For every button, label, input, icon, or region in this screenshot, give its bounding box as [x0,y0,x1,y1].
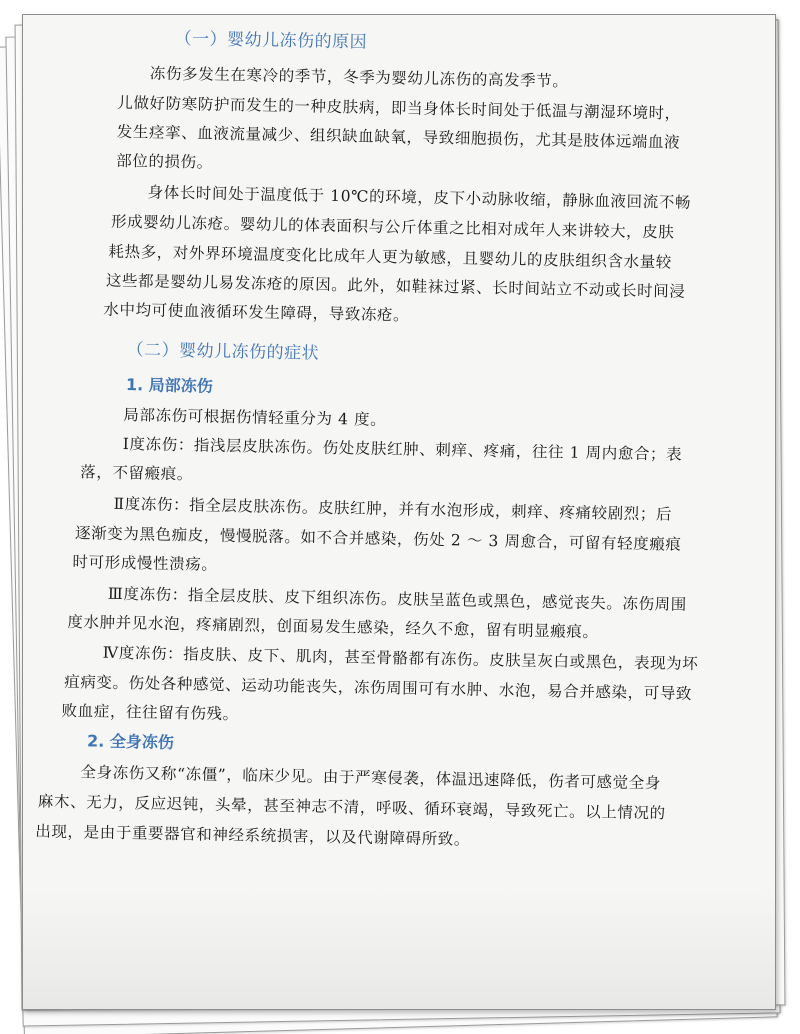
page-bottom-shading [23,889,775,1009]
text-line: Ⅱ度冻伤：指全层皮肤冻伤。皮肤红肿，并有水泡形成，刺痒、疼痛较剧烈；后 [113,494,673,524]
text-line: 败血症，往往留有伤残。 [61,701,239,724]
text-line: Ⅰ度冻伤：指浅层皮肤冻伤。伤处皮肤红肿、刺痒、疼痛，往往 1 周内愈合；表 [122,434,683,464]
text-line: 出现，是由于重要器官和神经系统损害，以及代谢障碍所致。 [35,822,471,849]
text-line: 局部冻伤可根据伤情轻重分为 4 度。 [123,406,387,430]
text-line: 时可形成慢性溃疡。 [72,553,218,574]
text-line: 部位的损伤。 [116,151,213,172]
subheading-local-frostbite: 1. 局部冻伤 [125,375,213,396]
section-heading-causes: （一）婴幼儿冻伤的原因 [174,28,368,53]
text-line: 发生痉挛、血液流量减少、组织缺血缺氧，导致细胞损伤，尤其是肢体远端血液 [116,122,681,152]
text-line: 疽病变。伤处各种感觉、运动功能丧失，冻伤周围可有水肿、水泡，易合并感染，可导致 [64,672,693,703]
text-line: 逐渐变为黑色痂皮，慢慢脱落。如不合并感染，伤处 2 ～ 3 周愈合，可留有轻度瘢痕 [74,524,682,554]
section-heading-symptoms: （二）婴幼儿冻伤的症状 [126,340,320,364]
subheading-systemic-frostbite: 2. 全身冻伤 [86,731,175,753]
text-line: Ⅲ度冻伤：指全层皮肤、皮下组织冻伤。皮肤呈蓝色或黑色，感觉丧失。冻伤周围 [107,584,688,614]
text-line: Ⅳ度冻伤：指皮肤、皮下、肌肉，甚至骨骼都有冻伤。皮肤呈灰白或黑色，表现为坏 [102,643,699,674]
text-line: 落，不留瘢痕。 [80,463,194,484]
text-line: 身体长时间处于温度低于 10℃的环境，皮下小动脉收缩，静脉血液回流不畅 [147,183,692,212]
text-line: 这些都是婴幼儿易发冻疮的原因。此外，如鞋袜过紧、长时间站立不动或长时间浸 [105,271,686,301]
text-line: 儿做好防寒防护而发生的一种皮肤病，即当身体长时间处于低温与潮湿环境时， [117,93,681,123]
document-page [22,14,776,1010]
text-line: 全身冻伤又称“冻僵”，临床少见。由于严寒侵袭，体温迅速降低，伤者可感觉全身 [80,763,662,793]
text-line: 度水肿并见水泡，疼痛剧烈，创面易发生感染，经久不愈，留有明显瘢痕。 [67,612,599,642]
text-line: 麻木、无力，反应迟钝，头晕，甚至神志不清，呼吸、循环衰竭，导致死亡。以上情况的 [37,792,666,823]
page-content [22,15,775,1010]
text-line: 水中均可使血液循环发生障碍，导致冻疮。 [103,300,410,325]
text-line: 冻伤多发生在寒冷的季节，冬季为婴幼儿冻伤的高发季节。 [149,64,569,91]
text-line: 形成婴幼儿冻疮。婴幼儿的体表面积与公斤体重之比相对成年人来讲较大，皮肤 [110,212,675,242]
text-line: 耗热多，对外界环境温度变化比成年人更为敏感，且婴幼儿的皮肤组织含水量较 [108,242,673,272]
